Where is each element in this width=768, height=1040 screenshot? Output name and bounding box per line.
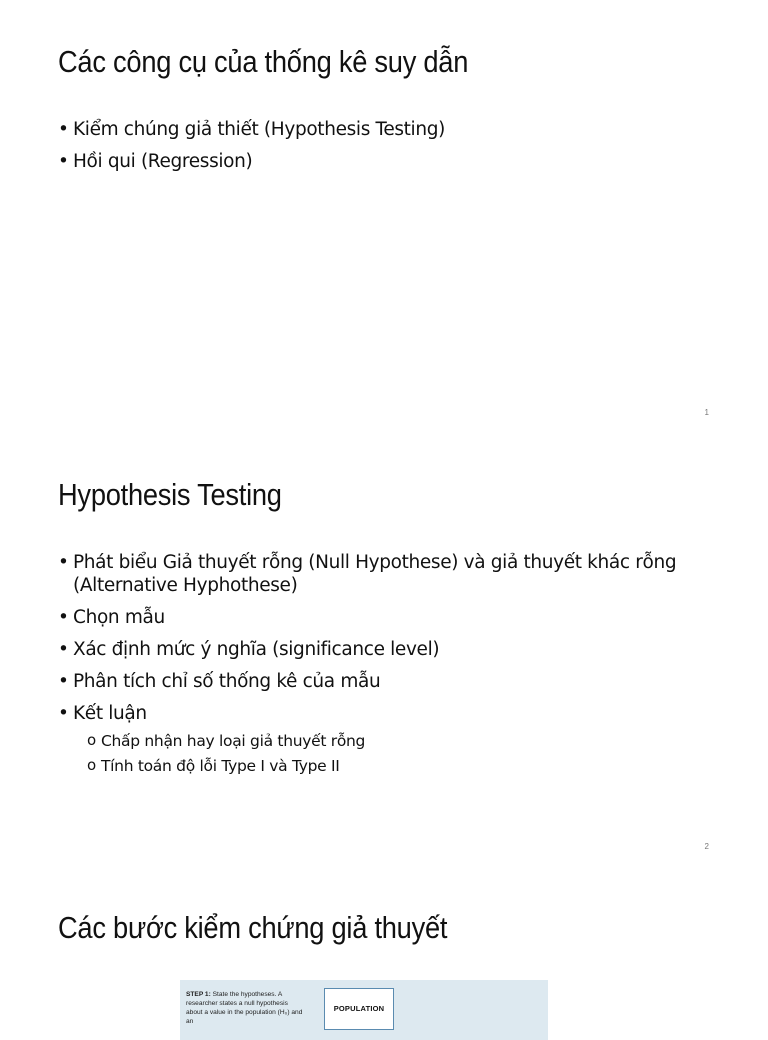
bullet-icon: • <box>58 607 69 628</box>
list-item <box>58 551 718 597</box>
list-item <box>58 638 718 661</box>
bullet-text: Phân tích chỉ số thống kê của mẫu <box>73 671 381 692</box>
bullet-icon: • <box>58 552 69 573</box>
sub-list-item <box>87 756 718 776</box>
bullet-text: Phát biểu Giả thuyết rỗng (Null Hypothese) và giả thuyết khác rỗng (Alternative Hyphothese) <box>73 552 677 596</box>
sub-list-item <box>87 731 718 751</box>
sub-bullet-list <box>73 731 718 776</box>
slide-2-bullet-list <box>58 551 718 785</box>
list-item <box>58 670 718 693</box>
slide-1-page-number: 1 <box>704 408 709 417</box>
sub-bullet-text: Tính toán độ lỗi Type I và Type II <box>101 757 340 775</box>
list-item <box>58 606 718 629</box>
bullet-icon: • <box>58 703 69 724</box>
bullet-text: Chọn mẫu <box>73 607 165 628</box>
bullet-text: Kết luận <box>73 703 147 724</box>
bullet-text: Hồi qui (Regression) <box>73 151 253 172</box>
hypothesis-steps-figure <box>180 980 548 1040</box>
hollow-bullet-icon: o <box>87 756 96 774</box>
hollow-bullet-icon: o <box>87 731 96 749</box>
slide-1-bullet-list <box>58 118 718 182</box>
bullet-icon: • <box>58 151 69 172</box>
step-1-description: State the hypotheses. A researcher states a null hypothesis about a value in the population (H₀) and an <box>186 991 303 1025</box>
slide-1-title: Các công cụ của thống kê suy dẫn <box>58 44 469 79</box>
sub-bullet-text: Chấp nhận hay loại giả thuyết rỗng <box>101 732 366 750</box>
slide-3-title: Các bước kiểm chứng giả thuyết <box>58 910 448 945</box>
bullet-icon: • <box>58 119 69 140</box>
list-item <box>58 150 718 173</box>
list-item <box>58 118 718 141</box>
bullet-text: Kiểm chúng giả thiết (Hypothesis Testing) <box>73 119 445 140</box>
slide-2-title: Hypothesis Testing <box>58 477 282 512</box>
population-box: POPULATION <box>324 988 394 1030</box>
step-1-text <box>186 990 304 1026</box>
list-item <box>58 702 718 776</box>
slide-2-page-number: 2 <box>704 842 709 851</box>
bullet-icon: • <box>58 671 69 692</box>
bullet-text: Xác định mức ý nghĩa (significance level) <box>73 639 440 660</box>
bullet-icon: • <box>58 639 69 660</box>
step-1-label: STEP 1: <box>186 991 211 998</box>
